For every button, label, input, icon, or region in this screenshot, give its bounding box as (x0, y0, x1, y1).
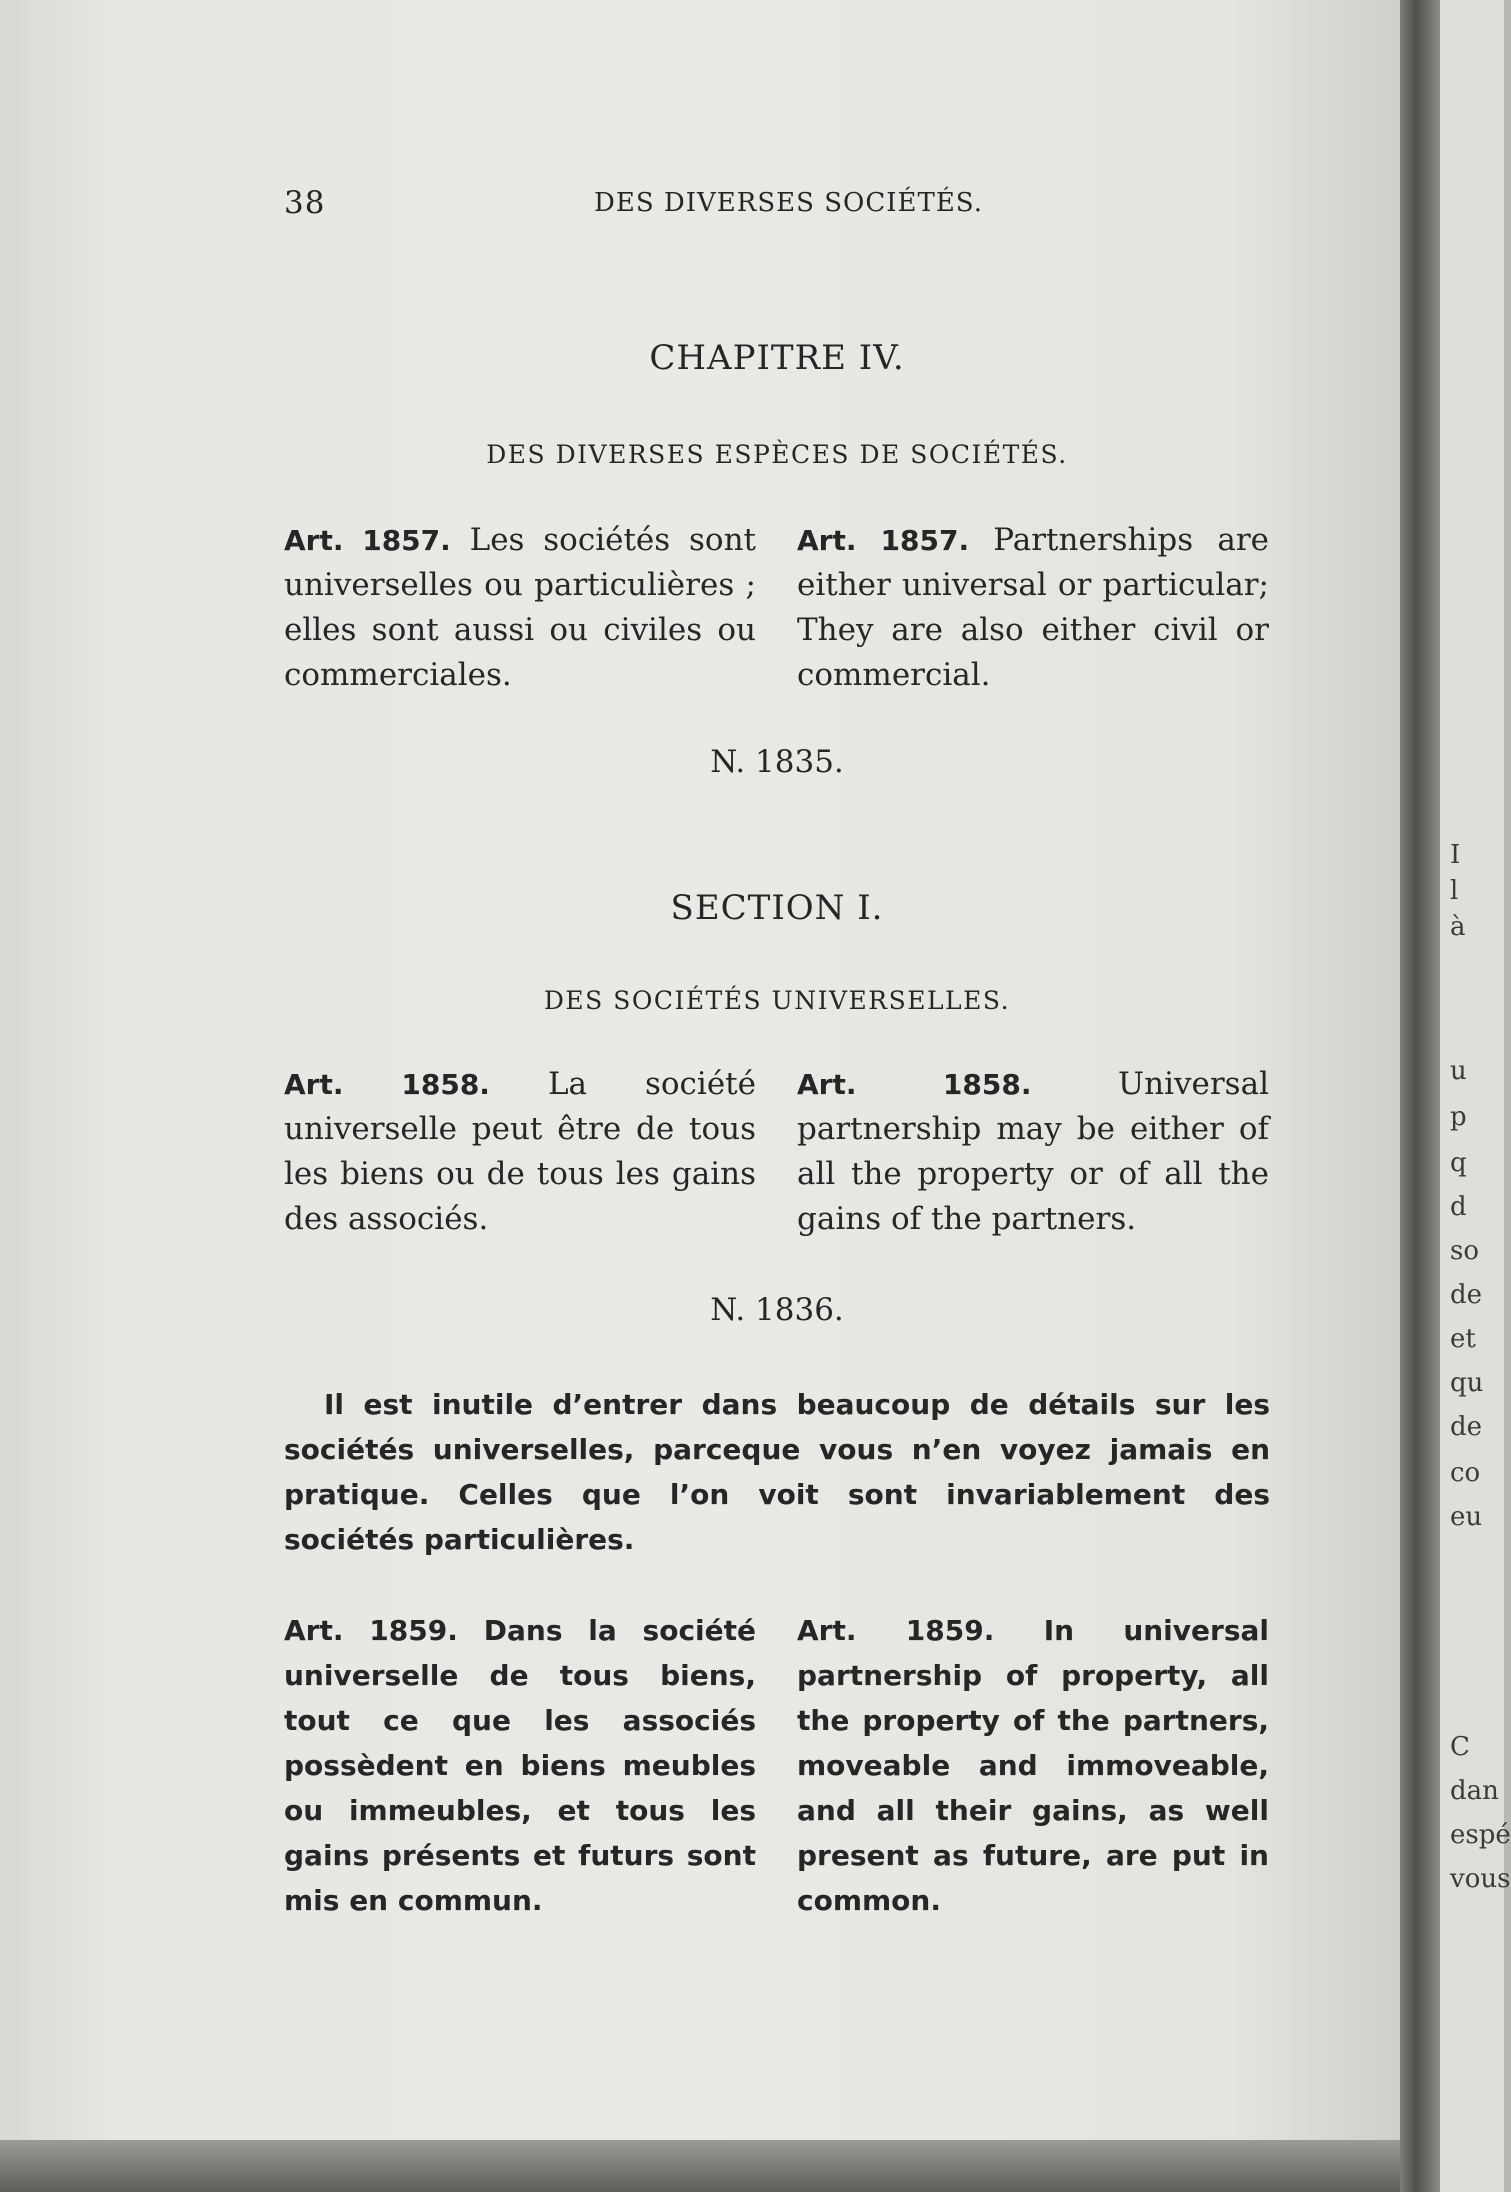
running-title: DES DIVERSES SOCIÉTÉS. (594, 188, 983, 218)
chapter-title: CHAPITRE IV. (649, 338, 905, 378)
next-page-fragment: de (1450, 1412, 1483, 1442)
next-page-edge (1440, 0, 1511, 2192)
article-label: Art. 1857. (797, 524, 970, 557)
next-page-fragment: d (1450, 1192, 1467, 1222)
article-label: Art. 1859. (797, 1614, 995, 1647)
chapter-subtitle: DES DIVERSES ESPÈCES DE SOCIÉTÉS. (486, 440, 1068, 469)
next-page-fragment: vous (1450, 1864, 1511, 1894)
next-page-fragment: co (1450, 1458, 1481, 1488)
next-page-fragment: dan (1450, 1776, 1499, 1806)
next-page-fragment: l (1450, 876, 1459, 906)
next-page-fragment: espé (1450, 1820, 1511, 1850)
next-page-fragment: so (1450, 1236, 1479, 1266)
article-1857-english (797, 518, 1269, 698)
next-page-fragment: et (1450, 1324, 1476, 1354)
section-subtitle: DES SOCIÉTÉS UNIVERSELLES. (543, 986, 1011, 1015)
section-title: SECTION I. (670, 888, 884, 928)
article-1857-french (284, 518, 756, 698)
article-text: Partnerships are either universal or particular; They are also either civil or commercial. (797, 522, 1269, 693)
next-page-fragment: eu (1450, 1502, 1483, 1532)
next-page-fragment: I (1450, 840, 1461, 870)
book-gutter (1400, 0, 1440, 2192)
article-text: Les sociétés sont universelles ou particulières ; elles sont aussi ou civiles ou commerciales. (284, 522, 756, 693)
article-1859-french (284, 1608, 756, 1923)
page-number: 38 (284, 185, 326, 221)
next-page-fragment: u (1450, 1056, 1467, 1086)
commentary-paragraph: Il est inutile d’entrer dans beaucoup de détails sur les sociétés universelles, parceque vous n’en voyez jamais en pratique. Celles que l’on voit sont invariablement des sociétés particulières. (284, 1388, 1270, 1556)
article-label: Art. 1857. (284, 524, 451, 557)
next-page-fragment: p (1450, 1102, 1467, 1132)
note-reference: N. 1836. (710, 1292, 844, 1328)
next-page-fragment: à (1450, 912, 1466, 942)
next-page-fragment: qu (1450, 1368, 1484, 1398)
next-page-fragment: de (1450, 1280, 1483, 1310)
article-text: Dans la société universelle de tous biens, tout ce que les associés possèdent en biens meubles ou immeubles, et tous les gains présents et futurs sont mis en commun. (284, 1614, 756, 1917)
page-bottom-shadow (0, 2140, 1400, 2192)
note-reference: N. 1835. (710, 744, 844, 780)
next-page-fragment: C (1450, 1732, 1470, 1762)
article-text: In universal partnership of property, all the property of the partners, moveable and immoveable, and all their gains, as well present as future, are put in common. (797, 1614, 1269, 1917)
article-1859-english (797, 1608, 1269, 1923)
article-label: Art. 1859. (284, 1614, 458, 1647)
article-label: Art. 1858. (797, 1068, 1032, 1101)
article-text: La société universelle peut être de tous les biens ou de tous les gains des associés. (284, 1066, 756, 1237)
article-label: Art. 1858. (284, 1068, 490, 1101)
next-page-fragment: q (1450, 1148, 1467, 1178)
article-text: Universal partnership may be either of all the property or of all the gains of the partners. (797, 1066, 1269, 1237)
article-1858-english (797, 1062, 1269, 1242)
article-1858-french (284, 1062, 756, 1242)
